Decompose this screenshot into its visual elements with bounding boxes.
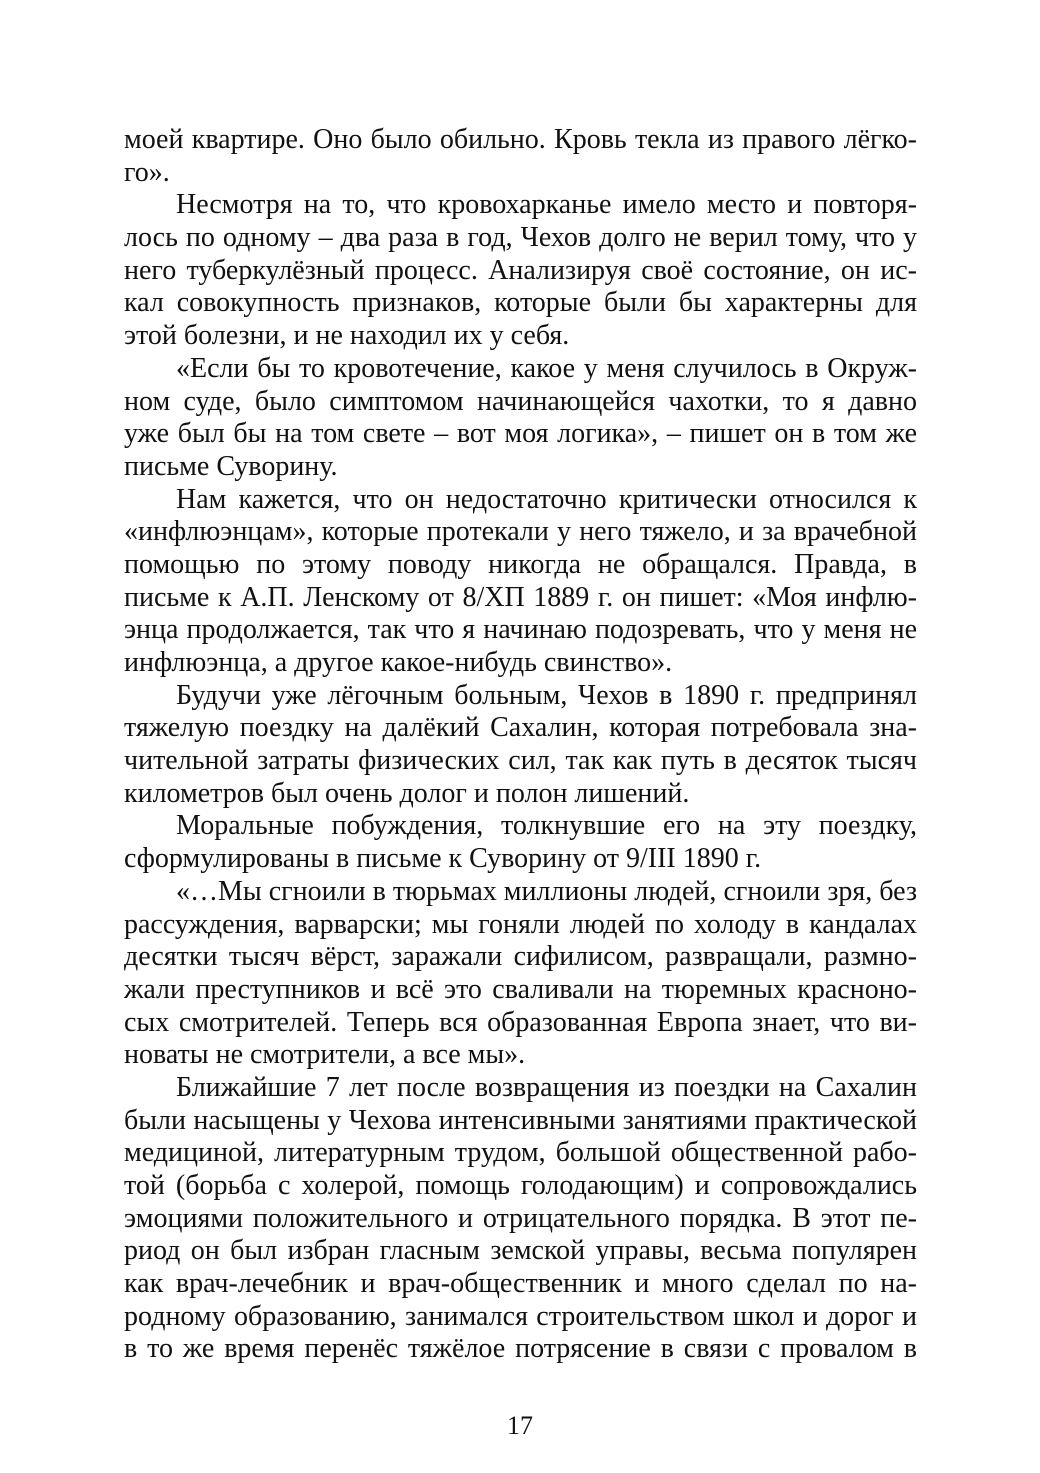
text-line: рассуждения, варварски; мы гоняли людей по холоду в кандалах <box>124 908 917 940</box>
text-line: Нам кажется, что он недостаточно критически относился к <box>176 483 917 515</box>
text-line: были насыщены у Чехова интенсивными занятиями практической <box>124 1104 917 1136</box>
text-line: сых смотрителей. Теперь вся образованная Европа знает, что ви- <box>124 1006 917 1038</box>
text-line: в то же время перенёс тяжёлое потрясение в связи с провалом в <box>124 1333 917 1365</box>
text-line: Будучи уже лёгочным больным, Чехов в 1890 г. предпринял <box>176 679 917 711</box>
text-line: той (борьба с холерой, помощь голодающим) и сопровождались <box>124 1170 917 1201</box>
text-line: «Если бы то кровотечение, какое у меня случилось в Окруж- <box>176 352 917 384</box>
text-line: Моральные побуждения, толкнувшие его на эту поездку, <box>176 810 917 842</box>
text-line: тяжелую поездку на далёкий Сахалин, которая потребовала зна- <box>124 712 917 744</box>
text-line: Несмотря на то, что кровохарканье имело место и повторя- <box>176 189 917 221</box>
page-body <box>124 124 917 1366</box>
text-line: моей квартире. Оно было обильно. Кровь текла из правого лёгко- <box>124 124 917 155</box>
text-line: чительной затраты физических сил, так как путь в десяток тысяч <box>124 745 917 777</box>
text-line: этой болезни, и не находил их у себя. <box>124 320 570 352</box>
text-line: помощью по этому поводу никогда не обращался. Правда, в <box>124 548 917 580</box>
text-line: письме к А.П. Ленскому от 8/ХП 1889 г. он пишет: «Моя инфлю- <box>124 581 917 613</box>
text-line: уже был бы на том свете – вот моя логика», – пишет он в том же <box>124 418 917 450</box>
text-line: энца продолжается, так что я начинаю подозревать, что у меня не <box>124 614 917 646</box>
text-line: инфлюэнца, а другое какое-нибудь свинство». <box>124 647 673 678</box>
text-line: десятки тысяч вёрст, заражали сифилисом, развращали, размно- <box>124 941 917 973</box>
text-line: письме Суворину. <box>124 450 338 482</box>
page-number: 17 <box>507 1411 533 1440</box>
text-line: жали преступников и всё это сваливали на тюремных красноно- <box>124 973 917 1005</box>
text-line: как врач-лечебник и врач-общественник и много сделал по на- <box>124 1268 917 1300</box>
text-line: новаты не смотрители, а все мы». <box>124 1039 526 1071</box>
text-line: лось по одному – два раза в год, Чехов долго не верил тому, что у <box>124 222 917 254</box>
text-line: кал совокупность признаков, которые были бы характерны для <box>124 287 917 319</box>
text-line: родному образованию, занимался строительством школ и дорог и <box>124 1300 917 1332</box>
text-line: Ближайшие 7 лет после возвращения из поездки на Сахалин <box>176 1071 917 1103</box>
text-line: него туберкулёзный процесс. Анализируя своё состояние, он ис- <box>124 254 917 286</box>
text-line: го». <box>124 156 170 188</box>
text-line: медициной, литературным трудом, большой общественной рабо- <box>124 1137 917 1169</box>
text-line: риод он был избран гласным земской управы, весьма популярен <box>124 1235 917 1267</box>
text-line: километров был очень долог и полон лишений. <box>124 777 690 809</box>
text-line: «инфлюэнцам», которые протекали у него тяжело, и за врачебной <box>124 516 917 548</box>
text-line: ном суде, было симптомом начинающейся чахотки, то я давно <box>124 385 917 417</box>
text-line: эмоциями положительного и отрицательного порядка. В этот пе- <box>124 1202 917 1234</box>
text-line: сформулированы в письме к Суворину от 9/III 1890 г. <box>124 843 762 875</box>
text-line: «…Мы сгноили в тюрьмах миллионы людей, сгноили зря, без <box>176 875 917 907</box>
